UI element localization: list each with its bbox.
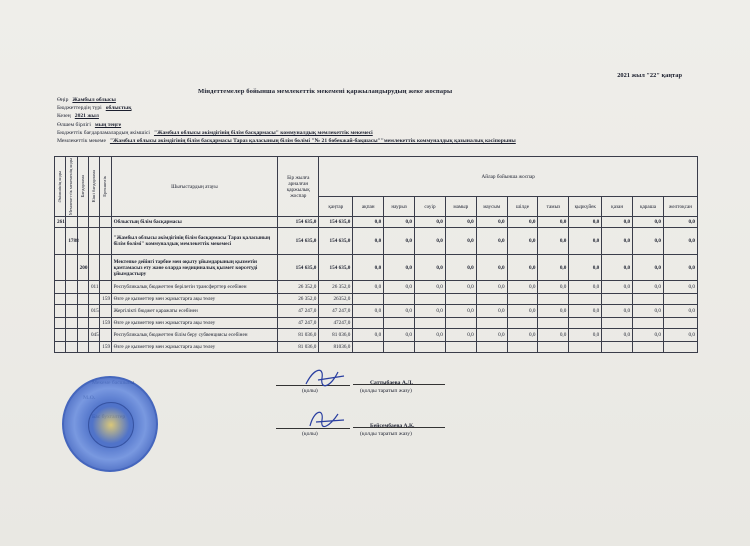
month-amount-cell: 154 635,0 — [319, 217, 353, 228]
month-amount-cell: 0,0 — [353, 281, 384, 294]
code-cell: 261 — [55, 217, 66, 228]
month-amount-cell — [633, 318, 664, 329]
month-amount-cell — [602, 294, 633, 305]
month-amount-cell: 0,0 — [569, 255, 602, 281]
month-amount-cell: 0,0 — [507, 329, 538, 342]
expense-name-cell: Жергілікті бюджет қаражаты есебінен — [111, 305, 278, 318]
col-header-month: наурыз — [384, 197, 415, 217]
month-amount-cell: 0,0 — [353, 255, 384, 281]
code-cell: 045 — [88, 329, 99, 342]
month-amount-cell: 0,0 — [353, 329, 384, 342]
month-amount-cell: 47 247,0 — [319, 305, 353, 318]
month-amount-cell: 0,0 — [415, 329, 446, 342]
month-amount-cell: 0,0 — [569, 305, 602, 318]
month-amount-cell: 0,0 — [633, 217, 664, 228]
meta-region: Өңір Жамбыл облысы — [57, 97, 116, 103]
code-cell — [66, 329, 77, 342]
name-line-2 — [353, 427, 445, 428]
signature-caption-1: (қолы) — [302, 388, 318, 394]
code-cell — [66, 281, 77, 294]
code-cell — [55, 318, 66, 329]
col-header-institution-code: Мемлекеттік мекеменің коды — [66, 157, 77, 217]
code-cell — [77, 294, 88, 305]
table-row — [55, 305, 698, 318]
annual-amount-cell: 47 247,0 — [278, 305, 319, 318]
month-amount-cell: 0,0 — [476, 329, 507, 342]
meta-budget-type: Бюджеттердің түрі облыстық — [57, 105, 132, 111]
code-cell — [55, 305, 66, 318]
code-cell: 159 — [100, 294, 111, 305]
annual-amount-cell: 154 635,0 — [278, 217, 319, 228]
month-amount-cell — [476, 342, 507, 353]
month-amount-cell — [569, 342, 602, 353]
table-row — [55, 329, 698, 342]
meta-institution: Мемлекеттік мекеме "Жамбыл облысы әкімдігінің білім басқармасы Тараз қаласының білім бөлімі "№ 21 бөбекжай-бақшасы""мемлекеттік коммуналдық қазыналық кәсіпорыны — [57, 138, 516, 144]
month-amount-cell — [415, 318, 446, 329]
col-header-annual: Бір жылға арналған қаржылық жоспар — [278, 157, 319, 217]
annual-amount-cell: 26 352,0 — [278, 294, 319, 305]
name-caption-1: (қолды таратып жазу) — [360, 388, 412, 394]
col-header-month: қараша — [633, 197, 664, 217]
month-amount-cell: 0,0 — [476, 228, 507, 255]
month-amount-cell: 0,0 — [353, 305, 384, 318]
col-header-month: ақпан — [353, 197, 384, 217]
code-cell — [55, 294, 66, 305]
month-amount-cell — [353, 318, 384, 329]
month-amount-cell: 0,0 — [663, 329, 697, 342]
month-amount-cell: 0,0 — [538, 255, 569, 281]
month-amount-cell — [353, 294, 384, 305]
table-row — [55, 294, 698, 305]
month-amount-cell: 26352,0 — [319, 294, 353, 305]
table-row — [55, 217, 698, 228]
code-cell — [100, 281, 111, 294]
signature-caption-2: (қолы) — [302, 431, 318, 437]
col-header-month: қазан — [602, 197, 633, 217]
header-row-top — [55, 157, 698, 197]
expense-name-cell: Мектепке дейінгі тәрбие мен оқыту ұйымдарының қызметін қамтамасыз ету және оларда медициналық қызмет көрсетуді ұйымдастыру — [111, 255, 278, 281]
month-amount-cell: 0,0 — [602, 217, 633, 228]
code-cell — [77, 281, 88, 294]
code-cell — [66, 318, 77, 329]
code-cell — [88, 228, 99, 255]
month-amount-cell: 0,0 — [415, 255, 446, 281]
annual-amount-cell: 154 635,0 — [278, 255, 319, 281]
month-amount-cell: 0,0 — [384, 255, 415, 281]
month-amount-cell: 0,0 — [633, 329, 664, 342]
annual-amount-cell: 47 247,0 — [278, 318, 319, 329]
code-cell — [100, 217, 111, 228]
code-cell — [66, 255, 77, 281]
month-amount-cell: 0,0 — [445, 217, 476, 228]
month-amount-cell: 0,0 — [445, 255, 476, 281]
month-amount-cell — [538, 342, 569, 353]
col-header-month: желтоқсан — [663, 197, 697, 217]
month-amount-cell: 0,0 — [476, 255, 507, 281]
month-amount-cell — [633, 342, 664, 353]
financing-plan-table — [54, 156, 698, 353]
month-amount-cell: 0,0 — [507, 281, 538, 294]
month-amount-cell — [476, 294, 507, 305]
table-row — [55, 228, 698, 255]
handwritten-signature-2 — [302, 404, 352, 432]
month-amount-cell: 0,0 — [602, 329, 633, 342]
month-amount-cell — [633, 294, 664, 305]
month-amount-cell: 0,0 — [353, 228, 384, 255]
month-amount-cell: 26 352,0 — [319, 281, 353, 294]
month-amount-cell — [663, 318, 697, 329]
month-amount-cell: 0,0 — [602, 228, 633, 255]
code-cell — [55, 281, 66, 294]
expense-name-cell: Өзге де қызметтер мен жұмыстарға ақы төлеу — [111, 294, 278, 305]
month-amount-cell: 0,0 — [663, 217, 697, 228]
month-amount-cell: 154 635,0 — [319, 255, 353, 281]
month-amount-cell: 0,0 — [602, 281, 633, 294]
month-amount-cell: 0,0 — [602, 305, 633, 318]
col-header-month: тамыз — [538, 197, 569, 217]
month-amount-cell: 0,0 — [476, 217, 507, 228]
code-cell — [66, 305, 77, 318]
month-amount-cell: 0,0 — [384, 281, 415, 294]
month-amount-cell — [663, 294, 697, 305]
expense-name-cell: Өзге де қызметтер мен жұмыстарға ақы төлеу — [111, 318, 278, 329]
code-cell — [100, 329, 111, 342]
col-header-specifics: Ерекшелік — [100, 157, 111, 217]
table-row — [55, 255, 698, 281]
month-amount-cell: 0,0 — [633, 281, 664, 294]
month-amount-cell: 0,0 — [476, 305, 507, 318]
expense-name-cell: Республикалық бюджеттен білім беру субвенциясы есебінен — [111, 329, 278, 342]
month-amount-cell: 0,0 — [538, 217, 569, 228]
document-title: Міндеттемелер бойынша мемлекеттік мекемені қаржыландырудың жеке жоспары — [198, 88, 453, 95]
month-amount-cell: 0,0 — [538, 281, 569, 294]
month-amount-cell: 0,0 — [633, 228, 664, 255]
code-cell: 159 — [100, 318, 111, 329]
expense-name-cell: "Жамбыл облысы әкімдігінің білім басқармасы Тараз қаласының білім бөлімі" коммуналдық мемлекеттік мекемесі — [111, 228, 278, 255]
month-amount-cell: 0,0 — [663, 255, 697, 281]
month-amount-cell: 0,0 — [415, 217, 446, 228]
month-amount-cell: 0,0 — [663, 281, 697, 294]
month-amount-cell — [538, 318, 569, 329]
code-cell — [66, 217, 77, 228]
annual-amount-cell: 26 352,0 — [278, 281, 319, 294]
signer-name-2: Бейсембаева А.К. — [370, 423, 415, 429]
code-cell — [100, 255, 111, 281]
col-header-subprogram: Кіші бағдарлама — [88, 157, 99, 217]
month-amount-cell: 0,0 — [445, 281, 476, 294]
month-amount-cell — [415, 342, 446, 353]
official-seal — [62, 376, 158, 472]
month-amount-cell: 0,0 — [507, 217, 538, 228]
handwritten-signature-1 — [300, 364, 350, 392]
expense-name-cell: Республикалық бюджеттен берілетін трансферттер есебінен — [111, 281, 278, 294]
meta-period: Кезең 2021 жыл — [57, 113, 99, 119]
code-cell — [55, 342, 66, 353]
col-header-month: мамыр — [445, 197, 476, 217]
month-amount-cell: 0,0 — [602, 255, 633, 281]
month-amount-cell: 0,0 — [507, 255, 538, 281]
month-amount-cell — [602, 342, 633, 353]
code-cell — [88, 294, 99, 305]
month-amount-cell — [569, 294, 602, 305]
code-cell — [55, 255, 66, 281]
month-amount-cell: 0,0 — [384, 228, 415, 255]
code-cell — [100, 305, 111, 318]
annual-amount-cell: 81 036,0 — [278, 342, 319, 353]
month-amount-cell: 0,0 — [538, 228, 569, 255]
month-amount-cell: 0,0 — [445, 305, 476, 318]
code-cell — [88, 217, 99, 228]
code-cell — [88, 318, 99, 329]
code-cell — [77, 217, 88, 228]
month-amount-cell: 0,0 — [663, 305, 697, 318]
code-cell — [77, 318, 88, 329]
month-amount-cell: 0,0 — [538, 329, 569, 342]
month-amount-cell: 0,0 — [663, 228, 697, 255]
annual-amount-cell: 81 036,0 — [278, 329, 319, 342]
month-amount-cell: 0,0 — [384, 217, 415, 228]
month-amount-cell: 47247,0 — [319, 318, 353, 329]
month-amount-cell: 0,0 — [476, 281, 507, 294]
code-cell — [66, 342, 77, 353]
month-amount-cell: 0,0 — [445, 329, 476, 342]
meta-unit: Өлшем бірлігі мың теңге — [57, 122, 122, 128]
month-amount-cell — [602, 318, 633, 329]
month-amount-cell — [507, 294, 538, 305]
month-amount-cell — [538, 294, 569, 305]
month-amount-cell — [445, 318, 476, 329]
document-date: 2021 жыл "22" қаңтар — [617, 72, 682, 79]
month-amount-cell — [353, 342, 384, 353]
month-amount-cell: 0,0 — [633, 305, 664, 318]
col-header-month: сәуір — [415, 197, 446, 217]
code-cell — [77, 329, 88, 342]
code-cell — [55, 228, 66, 255]
month-amount-cell: 0,0 — [384, 305, 415, 318]
month-amount-cell: 0,0 — [569, 217, 602, 228]
code-cell — [77, 305, 88, 318]
month-amount-cell: 0,0 — [569, 228, 602, 255]
month-amount-cell — [415, 294, 446, 305]
month-amount-cell — [445, 342, 476, 353]
col-header-name: Шығыстардың атауы — [111, 157, 278, 217]
month-amount-cell — [384, 318, 415, 329]
month-amount-cell: 0,0 — [507, 228, 538, 255]
code-cell — [77, 342, 88, 353]
col-header-month: шілде — [507, 197, 538, 217]
expense-name-cell: Өзге де қызметтер мен жұмыстарға ақы төлеу — [111, 342, 278, 353]
month-amount-cell — [445, 294, 476, 305]
month-amount-cell — [569, 318, 602, 329]
col-header-month: маусым — [476, 197, 507, 217]
signer-name-1: Саттыбаева А.Л. — [370, 380, 413, 386]
month-amount-cell: 0,0 — [353, 217, 384, 228]
col-header-month: қаңтар — [319, 197, 353, 217]
code-cell — [66, 294, 77, 305]
col-header-admin-code: Әкімшінің коды — [55, 157, 66, 217]
month-amount-cell — [384, 294, 415, 305]
month-amount-cell — [663, 342, 697, 353]
code-cell — [100, 228, 111, 255]
expense-name-cell: Облыстың білім басқармасы — [111, 217, 278, 228]
col-header-program: Бағдарлама — [77, 157, 88, 217]
table-body — [55, 217, 698, 353]
code-cell: 1788 — [66, 228, 77, 255]
month-amount-cell: 0,0 — [633, 255, 664, 281]
month-amount-cell: 0,0 — [445, 228, 476, 255]
month-amount-cell: 81036,0 — [319, 342, 353, 353]
annual-amount-cell: 154 635,0 — [278, 228, 319, 255]
code-cell — [88, 255, 99, 281]
code-cell — [88, 342, 99, 353]
col-header-month: қыркүйек — [569, 197, 602, 217]
month-amount-cell: 0,0 — [507, 305, 538, 318]
code-cell: 015 — [88, 305, 99, 318]
code-cell: 011 — [88, 281, 99, 294]
month-amount-cell: 0,0 — [569, 281, 602, 294]
name-caption-2: (қолды таратып жазу) — [360, 431, 412, 437]
table-row — [55, 342, 698, 353]
month-amount-cell — [384, 342, 415, 353]
name-line-1 — [353, 384, 445, 385]
col-header-months-group: Айлар бойынша жоспар — [319, 157, 698, 197]
month-amount-cell: 154 635,0 — [319, 228, 353, 255]
month-amount-cell: 0,0 — [415, 305, 446, 318]
month-amount-cell: 0,0 — [569, 329, 602, 342]
month-amount-cell: 0,0 — [415, 228, 446, 255]
table-row — [55, 281, 698, 294]
month-amount-cell — [476, 318, 507, 329]
month-amount-cell: 81 036,0 — [319, 329, 353, 342]
code-cell: 159 — [100, 342, 111, 353]
code-cell — [55, 329, 66, 342]
month-amount-cell: 0,0 — [384, 329, 415, 342]
code-cell: 200 — [77, 255, 88, 281]
month-amount-cell: 0,0 — [538, 305, 569, 318]
meta-administrator: Бюджеттік бағдарламалардың әкімшісі "Жамбыл облысы әкімдігінің білім басқармасы" коммуналдық мемлекеттік мекемесі — [57, 130, 373, 136]
month-amount-cell — [507, 342, 538, 353]
table-row — [55, 318, 698, 329]
month-amount-cell — [507, 318, 538, 329]
month-amount-cell: 0,0 — [415, 281, 446, 294]
